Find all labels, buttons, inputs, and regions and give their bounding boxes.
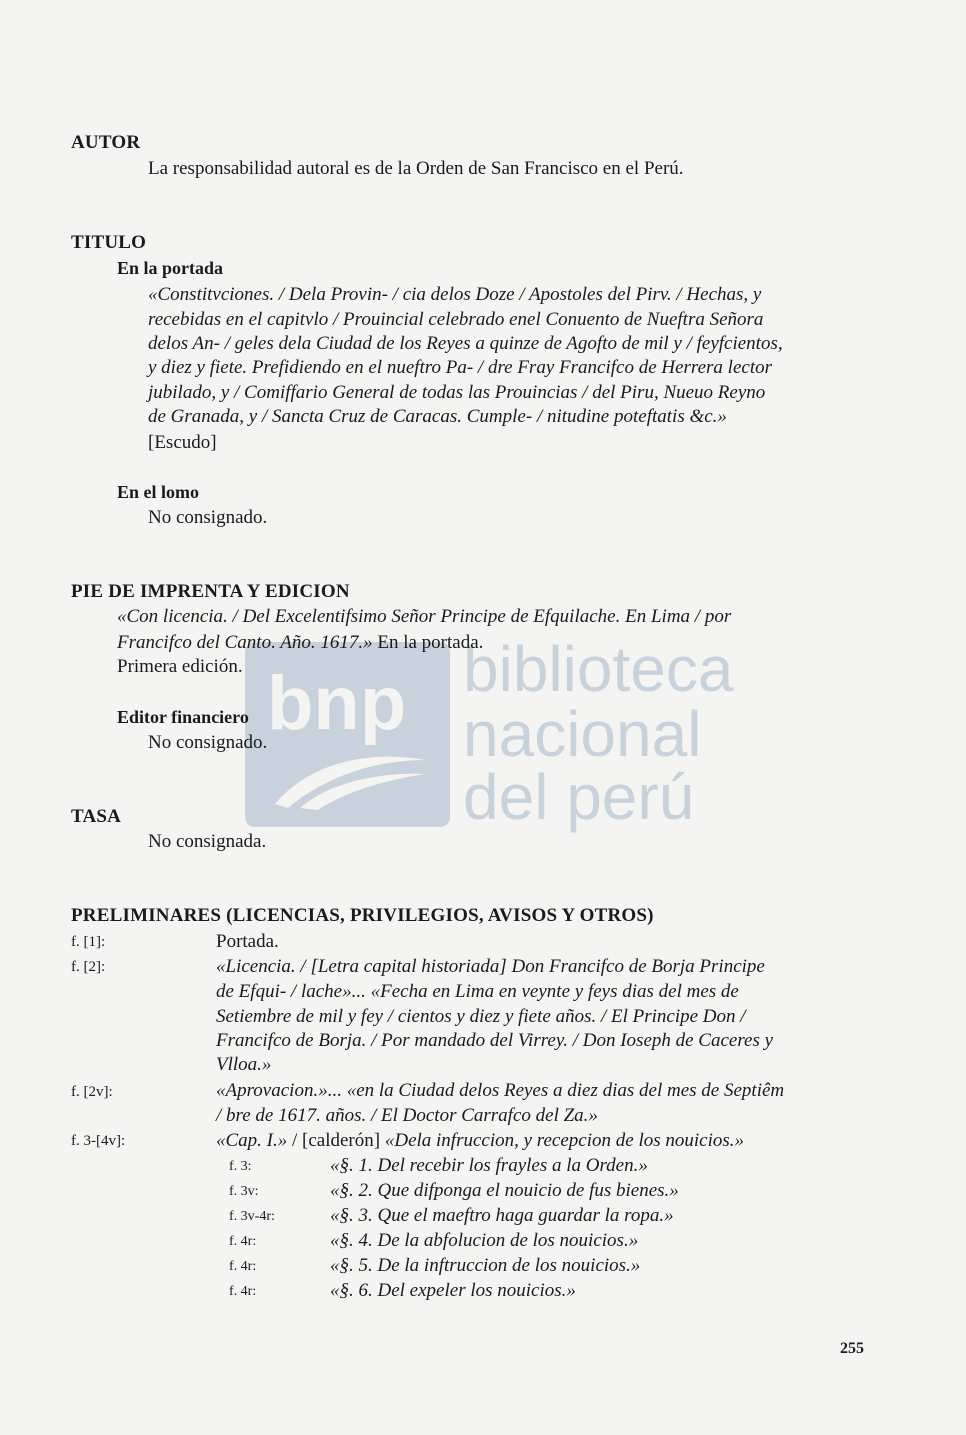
pie-line-2 (117, 632, 483, 654)
f3-4v-text (216, 1130, 744, 1152)
f3-4v-calderon: / [calderón] (287, 1130, 385, 1151)
sub-folio-text-5: «§. 5. De la inftruccion de los nouicios.» (330, 1255, 641, 1276)
escudo-note: [Escudo] (148, 432, 217, 453)
editor-text: No consignado. (148, 732, 268, 753)
folio-label-f2v: f. [2v]: (71, 1084, 113, 1100)
watermark-logo-text: bnp (267, 661, 407, 746)
subheading-portada: En la portada (117, 258, 224, 278)
portada-line-4: y diez y fiete. Prefidiendo en el nueftro Pa- / dre Fray Francifco de Herrera lector (148, 357, 773, 378)
page-number: 255 (840, 1340, 864, 1357)
folio-text-f1: Portada. (216, 931, 279, 952)
sub-folio-label-4: f. 4r: (229, 1234, 257, 1249)
f2-line-4: Francifco de Borja. / Por mandado del Virrey. / Don Ioseph de Caceres y (216, 1030, 774, 1051)
section-heading-autor: AUTOR (71, 132, 141, 153)
section-heading-titulo: TITULO (71, 232, 147, 253)
portada-line-1: «Constitvciones. / Dela Provin- / cia delos Doze / Apostoles del Pirv. / Hechas, y (148, 284, 762, 305)
edicion-text: Primera edición. (117, 656, 243, 677)
sub-folio-label-1: f. 3: (229, 1159, 252, 1174)
sub-folio-text-3: «§. 3. Que el maeftro haga guardar la ropa.» (330, 1205, 674, 1226)
sub-folio-text-2: «§. 2. Que difponga el nouicio de fus bienes.» (330, 1180, 679, 1201)
sub-folio-label-6: f. 4r: (229, 1284, 257, 1299)
sub-folio-text-6: «§. 6. Del expeler los nouicios.» (330, 1280, 576, 1301)
f3-4v-cap: «Cap. I.» (216, 1130, 288, 1151)
section-heading-pie: PIE DE IMPRENTA Y EDICION (71, 581, 350, 602)
watermark-line-2: nacional (463, 698, 702, 770)
sub-folio-text-1: «§. 1. Del recebir los frayles a la Orden.» (330, 1155, 648, 1176)
folio-label-f2: f. [2]: (71, 959, 106, 975)
sub-folio-label-2: f. 3v: (229, 1184, 259, 1199)
pie-line-2-italic: Francifco del Canto. Año. 1617.» (117, 632, 373, 653)
section-heading-preliminares: PRELIMINARES (LICENCIAS, PRIVILEGIOS, AVISOS Y OTROS) (71, 905, 654, 926)
section-heading-tasa: TASA (71, 806, 122, 827)
f2-line-2: de Efqui- / lache»... «Fecha en Lima en veynte y feys dias del mes de (216, 981, 739, 1002)
lomo-text: No consignado. (148, 507, 268, 528)
watermark-line-3: del perú (463, 761, 695, 833)
f2v-line-2: / bre de 1617. años. / El Doctor Carrafco del Za.» (216, 1105, 598, 1126)
portada-line-6: de Granada, y / Sancta Cruz de Caracas. Cumple- / nitudine poteftatis &c.» (148, 406, 727, 427)
sub-folio-label-3: f. 3v-4r: (229, 1209, 275, 1224)
folio-label-f3-4v: f. 3-[4v]: (71, 1133, 126, 1149)
portada-line-3: delos An- / geles dela Ciudad de los Reyes a quinze de Agofto de mil y / feyfcientos, (148, 333, 783, 354)
f3-4v-title: «Dela infruccion, y recepcion de los nouicios.» (384, 1130, 744, 1151)
pie-line-1: «Con licencia. / Del Excelentifsimo Señor Principe de Efquilache. En Lima / por (117, 606, 732, 627)
watermark-logo-box (245, 642, 450, 827)
subheading-editor: Editor financiero (117, 707, 249, 727)
sub-folio-label-5: f. 4r: (229, 1259, 257, 1274)
f2-line-3: Setiembre de mil y fey / cientos y diez y fiete años. / El Principe Don / (216, 1006, 746, 1027)
f2-line-5: Vlloa.» (216, 1054, 272, 1075)
swoosh-icon (270, 742, 430, 812)
f2-line-1: «Licencia. / [Letra capital historiada] Don Francifco de Borja Principe (216, 956, 765, 977)
tasa-text: No consignada. (148, 831, 267, 852)
watermark-line-1: biblioteca (463, 633, 734, 705)
pie-line-2-rest: En la portada. (372, 632, 484, 653)
subheading-lomo: En el lomo (117, 482, 200, 502)
autor-text: La responsabilidad autoral es de la Orden de San Francisco en el Perú. (148, 158, 684, 179)
folio-label-f1: f. [1]: (71, 934, 106, 950)
portada-line-5: jubilado, y / Comiffario General de todas las Prouincias / del Piru, Nueuo Reyno (148, 382, 766, 403)
sub-folio-text-4: «§. 4. De la abfolucion de los nouicios.» (330, 1230, 639, 1251)
f2v-line-1: «Aprovacion.»... «en la Ciudad delos Reyes a diez dias del mes de Septiêm (216, 1080, 785, 1101)
portada-line-2: recebidas en el capitvlo / Prouincial celebrado enel Conuento de Nueftra Señora (148, 309, 764, 330)
